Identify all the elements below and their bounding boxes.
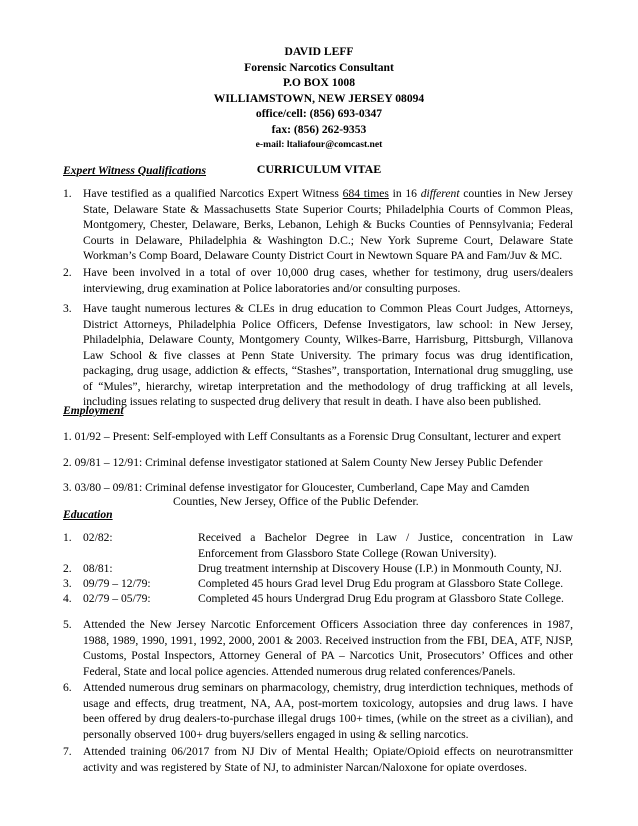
item-text: Attended training 06/2017 from NJ Div of Mental Health; Opiate/Opioid effects on neurotransmitter activity and was registered by State of NJ, to administer Narcan/Naloxone for opiate overdoses. — [83, 745, 573, 774]
employment-heading: Employment — [63, 404, 124, 417]
item-number: 2. — [63, 562, 72, 575]
qualification-item — [63, 265, 573, 296]
training-item — [63, 617, 573, 679]
letterhead — [0, 44, 638, 177]
education-date: 02/79 – 05/79: — [83, 592, 151, 605]
item-number: 1. — [63, 531, 72, 544]
item-text-part: counties in New Jersey State, Delaware State & Massachusetts State Superior Courts; Philadelphia Courts of Common Pleas, Montgomery, Chester, Delaware, Berks, Lebanon, Lehigh & Bucks Counties of Pennsylvania; Federal Courts in Delaware, Philadelphia & Washington D.C.; New York Supreme Court, Delaware State Workman’s Comp Board, Delaware County District Court in Newtown Square PA and Fam/Juv & MC. — [83, 187, 573, 262]
city-address: WILLIAMSTOWN, NEW JERSEY 08094 — [213, 91, 425, 105]
item-text: Have taught numerous lectures & CLEs in drug education to Common Pleas Court Judges, Attorneys, District Attorneys, Philadelphia Police Officers, Defense Investigators, law school: in New Jersey, Philadelphia, Delaware County, Montgomery County, Wilkes-Barre, Harrisburg, Pittsburgh, Villanova Law School & five classes at Penn State University. The primary focus was drug identification, packaging, drug usage, addiction & effects, “Stashes”, transportation, International drug smuggling, use of “Mules”, hierarchy, wiretap interpretation and the methodology of drug trafficking at all levels, including issues relating to suspected drug delivery that result in death. I have also been published. — [83, 302, 573, 408]
item-number: 7. — [63, 745, 72, 758]
education-description: Completed 45 hours Undergrad Drug Edu program at Glassboro State College. — [198, 592, 564, 605]
item-number: 4. — [63, 592, 72, 605]
testimony-count: 684 times — [342, 187, 389, 200]
item-text-part: Have testified as a qualified Narcotics Expert Witness — [83, 187, 343, 200]
education-description: Completed 45 hours Grad level Drug Edu program at Glassboro State College. — [198, 577, 564, 590]
email-address: e-mail: ltaliafour@comcast.net — [255, 138, 383, 150]
education-description: Drug treatment internship at Discovery House (I.P.) in Monmouth County, NJ. — [198, 562, 562, 575]
item-number: 3. — [63, 577, 72, 590]
employment-item: 2. 09/81 – 12/91: Criminal defense investigator stationed at Salem County New Jersey Public Defender — [63, 456, 543, 469]
employment-item: 1. 01/92 – Present: Self-employed with Leff Consultants as a Forensic Drug Consultant, lecturer and expert — [63, 430, 561, 443]
education-date: 02/82: — [83, 531, 113, 544]
employment-item: 3. 03/80 – 09/81: Criminal defense investigator for Gloucester, Cumberland, Cape May and Camden — [63, 481, 530, 494]
item-text: Attended numerous drug seminars on pharmacology, chemistry, drug interdiction techniques, methods of usage and effects, drug treatment, NA, AA, post-mortem toxicology, autopsies and drug laws. I have been offered by drug dealers-to-purchase illegal drugs 100+ times, (while on the street as a civilian), and personally observed 100+ drug buyers/sellers engaged in using & selling narcotics. — [83, 681, 573, 741]
training-item — [63, 744, 573, 775]
education-item — [63, 561, 573, 577]
item-number: 6. — [63, 681, 72, 694]
education-description: Received a Bachelor Degree in Law / Justice, concentration in Law Enforcement from Glassboro State College (Rowan University). — [198, 531, 573, 560]
office-phone: office/cell: (856) 693-0347 — [255, 107, 383, 121]
item-text-part: in 16 — [388, 187, 421, 200]
name: DAVID LEFF — [284, 45, 354, 58]
qualification-item — [63, 186, 573, 264]
qualification-item — [63, 301, 573, 410]
po-box: P.O BOX 1008 — [282, 76, 356, 90]
item-number: 3. — [63, 302, 72, 315]
fax-number: fax: (856) 262-9353 — [271, 122, 367, 136]
expert-witness-heading: Expert Witness Qualifications — [63, 164, 207, 177]
education-date: 09/79 – 12/79: — [83, 577, 151, 590]
item-text — [83, 186, 573, 264]
item-number: 1. — [63, 187, 72, 200]
training-item — [63, 680, 573, 742]
education-heading: Education — [63, 508, 113, 521]
education-item — [63, 530, 573, 561]
role: Forensic Narcotics Consultant — [244, 60, 394, 74]
item-text: Have been involved in a total of over 10,000 drug cases, whether for testimony, drug users/dealers interviewing, drug examination at Police laboratories and/or consulting purposes. — [83, 266, 573, 295]
item-number: 2. — [63, 266, 72, 279]
education-date: 08/81: — [83, 562, 113, 575]
item-number: 5. — [63, 618, 72, 631]
employment-item-continued: Counties, New Jersey, Office of the Public Defender. — [173, 495, 419, 508]
item-text: Attended the New Jersey Narcotic Enforcement Officers Association three day conferences in 1987, 1988, 1989, 1990, 1991, 1992, 2000, 2001 & 2003. Received instruction from the FBI, DEA, ATF, NJSP, Customs, Postal Inspectors, Attorney General of PA – Narcotics Unit, Prosecutors’ Offices and other Federal, State and local police agencies. Attended numerous drug related conferences/Panels. — [83, 618, 573, 678]
document-title: CURRICULUM VITAE — [256, 161, 382, 176]
emphasis-text: different — [420, 187, 460, 200]
education-item — [63, 576, 573, 592]
education-item — [63, 591, 573, 607]
